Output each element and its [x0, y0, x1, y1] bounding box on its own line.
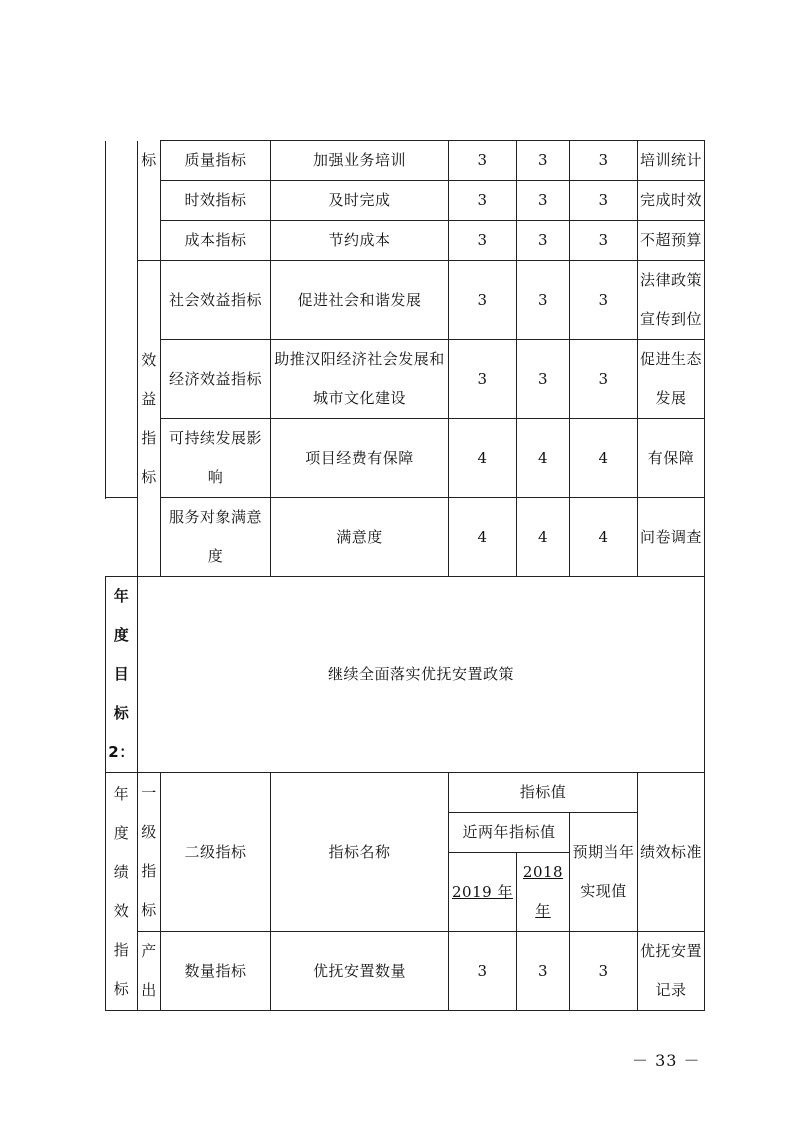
expected-value-cell: 4 — [570, 498, 638, 577]
level1-cell: 产 出 — [138, 932, 161, 1011]
value-2019-cell: 3 — [449, 221, 517, 261]
indicator-name-cell: 项目经费有保障 — [271, 419, 449, 498]
expected-value-cell: 3 — [570, 181, 638, 221]
indicator-name-cell: 促进社会和谐发展 — [271, 261, 449, 340]
value-2019-cell: 4 — [449, 498, 517, 577]
value-2018-cell: 3 — [517, 221, 570, 261]
performance-table — [105, 140, 705, 1011]
level2-cell: 可持续发展影 响 — [161, 419, 271, 498]
value-2018-cell: 3 — [517, 181, 570, 221]
expected-value-cell: 3 — [570, 340, 638, 419]
expected-value-cell: 3 — [570, 932, 638, 1011]
standard-cell: 促进生态 发展 — [638, 340, 705, 419]
year-2018-header: 2018 年 — [517, 853, 570, 932]
performance-label-cell: 年 度 绩 效 指 标 — [106, 773, 138, 1011]
standard-cell: 完成时效 — [638, 181, 705, 221]
value-2019-cell: 4 — [449, 419, 517, 498]
value-2019-cell: 3 — [449, 340, 517, 419]
indicator-name-cell: 及时完成 — [271, 181, 449, 221]
level2-cell: 成本指标 — [161, 221, 271, 261]
level1-char: 标 — [141, 150, 157, 169]
indicator-name-cell: 满意度 — [271, 498, 449, 577]
level2-cell: 数量指标 — [161, 932, 271, 1011]
indicator-name-cell: 优抚安置数量 — [271, 932, 449, 1011]
goal-label-cell: 年 度 目 标 2： — [106, 577, 138, 773]
indicator-name-cell: 助推汉阳经济社会发展和 城市文化建设 — [271, 340, 449, 419]
indicator-name-cell: 加强业务培训 — [271, 141, 449, 181]
expected-value-cell: 3 — [570, 141, 638, 181]
standard-cell: 培训统计 — [638, 141, 705, 181]
expected-value-cell: 3 — [570, 221, 638, 261]
name-header-cell: 指标名称 — [271, 773, 449, 932]
level1-header-cell: 一 级 指 标 — [138, 773, 161, 932]
expected-value-cell: 3 — [570, 261, 638, 340]
table-row — [106, 221, 705, 261]
level2-cell: 时效指标 — [161, 181, 271, 221]
benefit-label-cell: 效 益 指 标 — [138, 261, 161, 577]
value-2019-cell: 3 — [449, 181, 517, 221]
value-2018-cell: 3 — [517, 932, 570, 1011]
table-row — [106, 181, 705, 221]
standard-cell: 有保障 — [638, 419, 705, 498]
standard-header-cell: 绩效标准 — [638, 773, 705, 932]
goal-row — [106, 577, 705, 773]
standard-cell: 优抚安置 记录 — [638, 932, 705, 1011]
standard-cell: 不超预算 — [638, 221, 705, 261]
header-row — [106, 773, 705, 813]
indicator-value-header: 指标值 — [449, 773, 638, 813]
value-2019-cell: 3 — [449, 261, 517, 340]
indicator-name-cell: 节约成本 — [271, 221, 449, 261]
level1-cell — [138, 141, 161, 261]
expected-value-cell: 4 — [570, 419, 638, 498]
standard-cell: 问卷调查 — [638, 498, 705, 577]
page-number: － 33 － — [632, 1051, 701, 1070]
value-2018-cell: 3 — [517, 261, 570, 340]
value-2019-cell: 3 — [449, 932, 517, 1011]
level2-cell: 服务对象满意 度 — [161, 498, 271, 577]
expected-header-cell: 预期当年 实现值 — [570, 813, 638, 932]
value-2018-cell: 3 — [517, 141, 570, 181]
recent-two-years-header: 近两年指标值 — [449, 813, 570, 853]
level2-cell: 经济效益指标 — [161, 340, 271, 419]
year-2019-header: 2019 年 — [449, 853, 517, 932]
level2-cell: 质量指标 — [161, 141, 271, 181]
level2-cell: 社会效益指标 — [161, 261, 271, 340]
col0-empty-cell — [106, 141, 138, 498]
value-2019-cell: 3 — [449, 141, 517, 181]
value-2018-cell: 4 — [517, 419, 570, 498]
standard-cell: 法律政策 宣传到位 — [638, 261, 705, 340]
goal-text-cell: 继续全面落实优抚安置政策 — [138, 577, 705, 773]
value-2018-cell: 3 — [517, 340, 570, 419]
table-row — [106, 141, 705, 181]
level2-header-cell: 二级指标 — [161, 773, 271, 932]
value-2018-cell: 4 — [517, 498, 570, 577]
